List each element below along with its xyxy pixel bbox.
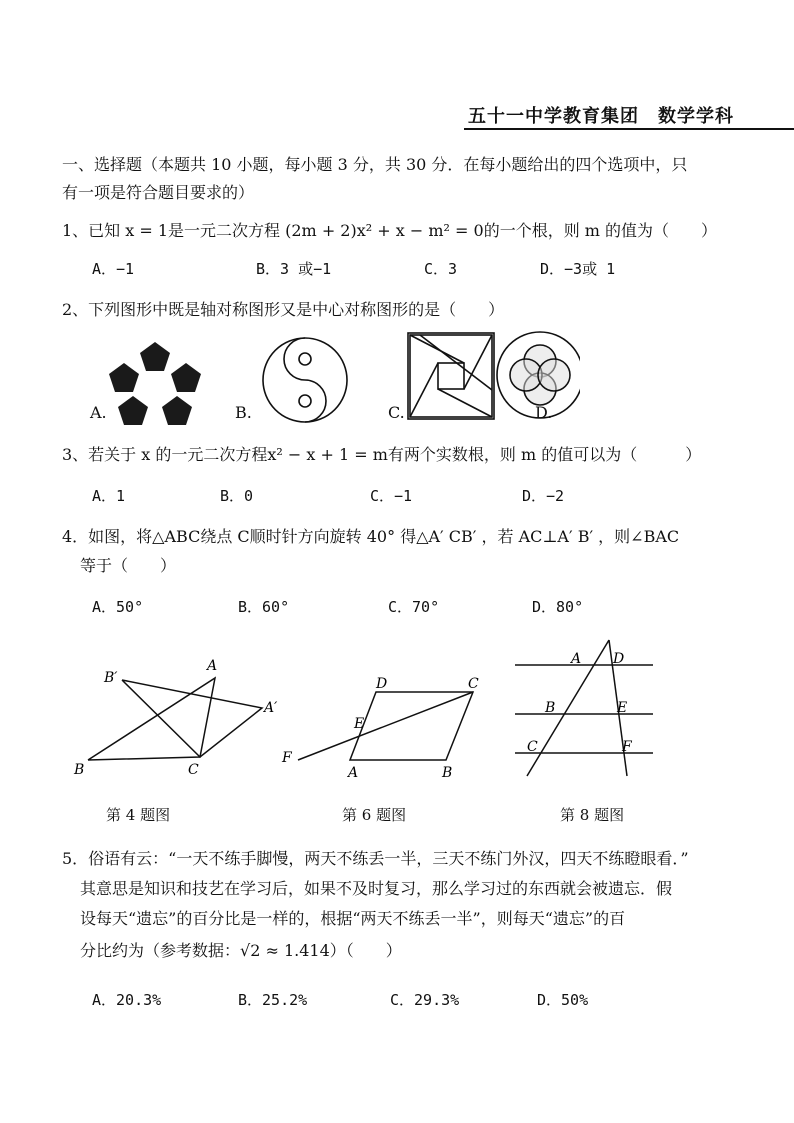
fig8-label-e: E [617,700,628,716]
pentagon-ring-figure [109,342,201,425]
fig8-label-b: B [545,700,556,716]
q5-line4: 分比约为（参考数据：√2 ≈ 1.414）（ ） [80,941,402,960]
fig4-label-b: B [74,762,85,778]
fig8-label-c: C [527,739,538,755]
q3-option-d: D．−2 [522,487,565,505]
fig6-label-b: B [442,765,453,781]
fig6-label-c: C [468,676,479,692]
q4-option-a: A．50° [92,598,144,616]
q2-label-c: C. [388,403,405,422]
caption-fig4: 第 4 题图 [106,806,171,824]
caption-fig6: 第 6 题图 [342,806,407,824]
fig4-label-a-prime: A′ [264,700,278,716]
fig8-label-a: A [571,651,582,667]
yin-yang-figure [263,338,347,422]
q4-option-b: B．60° [238,598,290,616]
caption-fig8: 第 8 题图 [560,806,625,824]
fig6-label-f: F [282,750,292,766]
fig6-label-a: A [348,765,359,781]
header-underline [464,128,794,130]
q3-option-c: C．−1 [370,487,413,505]
fig6-label-d: D [376,676,388,692]
fig8-label-f: F [622,739,632,755]
figure-8-parallel-lines [505,636,665,786]
fig4-label-a: A [207,658,218,674]
section-heading-line2: 有一项是符合题目要求的） [62,183,255,202]
q3-option-a: A．1 [92,487,126,505]
page-header: 五十一中学教育集团 数学学科 [468,106,734,127]
q5-option-b: B．25.2% [238,991,308,1009]
q4-option-c: C．70° [388,598,440,616]
fig4-label-b-prime: B′ [104,670,118,686]
q2-figures [60,330,580,430]
q4-stem-line2: 等于（ ） [80,556,177,575]
figure-4-rotated-triangles [70,650,290,780]
q5-line1: 5．俗语有云：“一天不练手脚慢，两天不练丢一半，三天不练门外汉，四天不练瞪眼看．” [62,849,689,868]
figure-6-parallelogram [278,670,498,785]
q1-stem: 1、已知 x = 1是一元二次方程 (2m + 2)x² + x − m² = 0的一个根，则 m 的值为（ ） [62,221,718,240]
fig4-label-c: C [188,762,199,778]
fig6-label-e: E [354,716,365,732]
q1-option-a: A．−1 [92,260,135,278]
q5-line3: 设每天“遗忘”的百分比是一样的，根据“两天不练丢一半”，则每天“遗忘”的百 [80,909,626,928]
q5-option-c: C．29.3% [390,991,460,1009]
q2-label-a: A. [90,403,107,422]
q5-line2: 其意思是知识和技艺在学习后，如果不及时复习，那么学习过的东西就会被遗忘．假 [80,879,673,898]
q5-option-a: A．20.3% [92,991,162,1009]
section-heading-line1: 一、选择题（本题共 10 小题，每小题 3 分，共 30 分．在每小题给出的四个选项中，只 [62,155,688,174]
fig8-label-d: D [613,651,625,667]
q1-option-d: D．−3或 1 [540,260,616,278]
q3-stem: 3、若关于 x 的一元二次方程x² − x + 1 = m有两个实数根，则 m 的值可以为（ ） [62,445,702,464]
q4-option-d: D．80° [532,598,584,616]
q4-stem-line1: 4．如图，将△ABC绕点 C顺时针方向旋转 40° 得△A′ CB′ ，若 AC⊥A′ B′ ，则∠BAC [62,527,680,546]
q1-option-c: C．3 [424,260,458,278]
q2-stem: 2、下列图形中既是轴对称图形又是中心对称图形的是（ ） [62,300,505,319]
q1-option-b: B．3 或−1 [256,260,332,278]
q2-label-b: B. [235,403,252,422]
q5-option-d: D．50% [537,991,589,1009]
pinwheel-square-figure [408,333,494,419]
q3-option-b: B．0 [220,487,254,505]
q2-label-d: D. [535,403,553,422]
